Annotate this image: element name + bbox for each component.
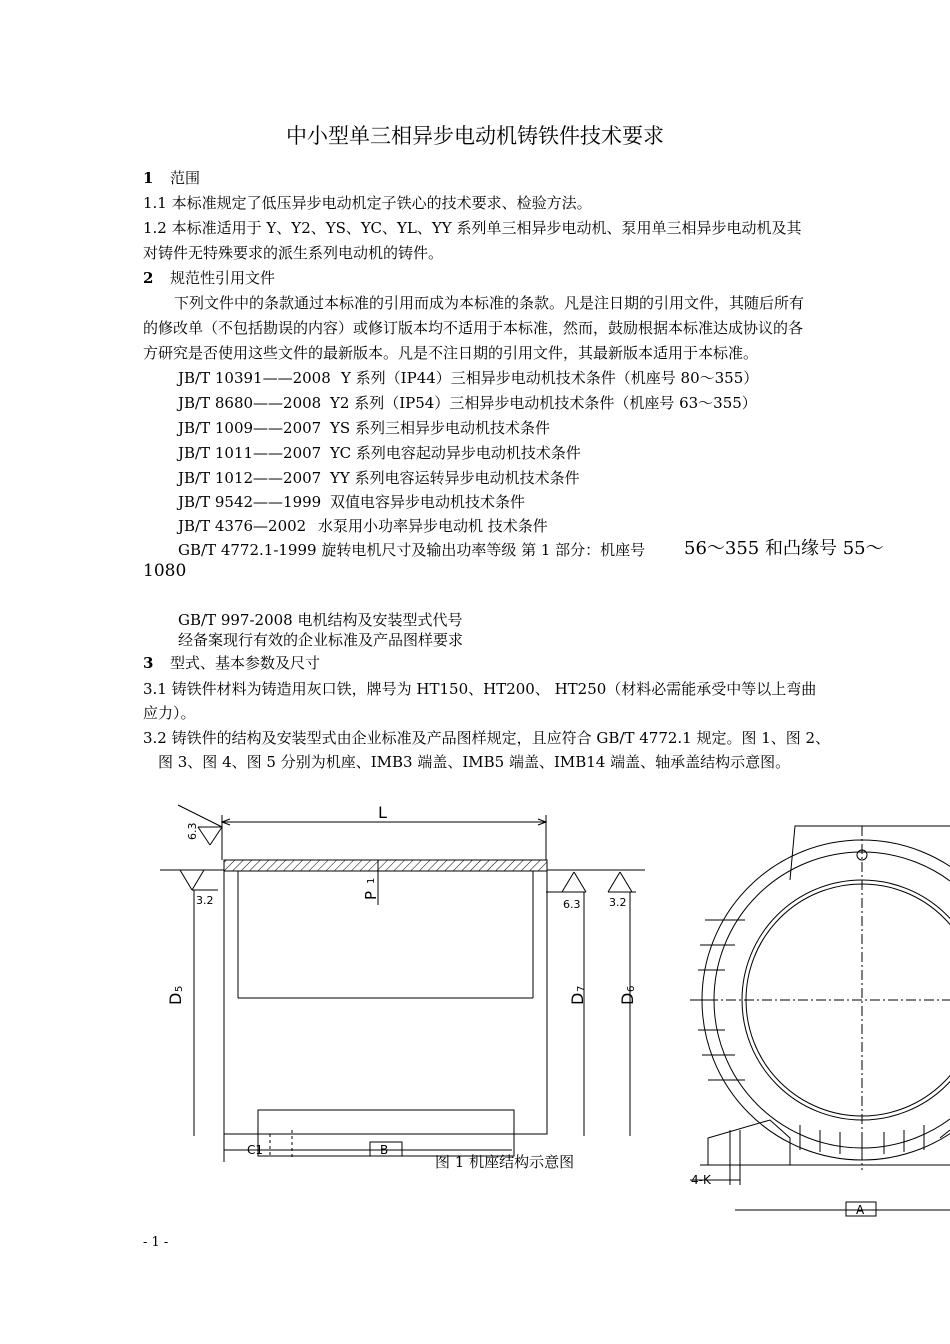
dim-label-P1-sub: 1 bbox=[366, 877, 377, 884]
dim-label-L: L bbox=[378, 803, 387, 822]
dim-label-D7: D bbox=[568, 992, 587, 1005]
page-number: - 1 - bbox=[143, 1235, 169, 1250]
paragraph-1-2-line-1: 1.2 本标准适用于 Y、Y2、YS、YC、YL、YY 系列单三相异步电动机、泵用单三相异步电动机及其 bbox=[143, 219, 802, 237]
dim-label-D5-sub: 5 bbox=[174, 985, 185, 992]
roughness-label: 3.2 bbox=[609, 896, 627, 909]
reference-item: JB/T 1011——2007 YC 系列电容起动异步电动机技术条件 bbox=[178, 444, 581, 462]
document-title: 中小型单三相异步电动机铸铁件技术要求 bbox=[286, 124, 664, 148]
reference-gb4772-line-1-end: 56～355 和凸缘号 55～ bbox=[684, 538, 884, 559]
dim-label-B: B bbox=[380, 1143, 389, 1157]
reference-item: JB/T 9542——1999 双值电容异步电动机技术条件 bbox=[178, 493, 526, 511]
paragraph-1-2-line-2: 对铸件无特殊要求的派生系列电动机的铸件。 bbox=[143, 244, 444, 262]
dim-label-D6: D bbox=[618, 992, 637, 1005]
reference-item: JB/T 1012——2007 YY 系列电容运转异步电动机技术条件 bbox=[178, 469, 580, 487]
reference-item: JB/T 10391——2008 Y 系列（IP44）三相异步电动机技术条件（机座号 80～355） bbox=[178, 369, 759, 387]
dim-label-D5: D bbox=[166, 992, 185, 1005]
paragraph-3-2-line-2: 图 3、图 4、图 5 分别为机座、IMB3 端盖、IMB5 端盖、IMB14 端盖、轴承盖结构示意图。 bbox=[158, 753, 791, 771]
roughness-label: 3.2 bbox=[196, 894, 214, 907]
dim-label-D6-sub: 6 bbox=[626, 985, 637, 992]
reference-item: JB/T 4376—2002 水泵用小功率异步电动机 技术条件 bbox=[178, 517, 548, 535]
section-1-heading: 范围 bbox=[170, 169, 201, 187]
dim-label-D7-sub: 7 bbox=[576, 985, 587, 992]
reference-gb4772-line-1: GB/T 4772.1-1999 旋转电机尺寸及输出功率等级 第 1 部分：机座号 bbox=[178, 541, 646, 559]
section-2-number: 2 bbox=[143, 269, 154, 287]
frame-side-view bbox=[160, 805, 645, 1162]
section-3-number: 3 bbox=[143, 654, 154, 672]
section-1-number: 1 bbox=[143, 169, 154, 187]
dim-label-C1: C1 bbox=[247, 1143, 264, 1157]
reference-enterprise: 经备案现行有效的企业标准及产品图样要求 bbox=[178, 631, 464, 649]
frame-front-view bbox=[690, 826, 950, 1216]
dim-label-K: 4-K bbox=[691, 1173, 711, 1187]
figure-caption: 图 1 机座结构示意图 bbox=[435, 1153, 575, 1171]
dim-label-A: A bbox=[856, 1203, 865, 1217]
section-2-heading: 规范性引用文件 bbox=[170, 269, 276, 287]
dim-label-P1: P bbox=[362, 890, 380, 900]
paragraph-2-intro-line-1: 下列文件中的条款通过本标准的引用而成为本标准的条款。凡是注日期的引用文件，其随后所有 bbox=[174, 294, 805, 312]
paragraph-1-1: 1.1 本标准规定了低压异步电动机定子铁心的技术要求、检验方法。 bbox=[143, 194, 592, 212]
reference-gb4772-line-2: 1080 bbox=[143, 561, 187, 581]
reference-gb997: GB/T 997-2008 电机结构及安装型式代号 bbox=[178, 611, 463, 629]
section-3-heading: 型式、基本参数及尺寸 bbox=[170, 654, 321, 672]
paragraph-3-2-line-1: 3.2 铸铁件的结构及安装型式由企业标准及产品图样规定，且应符合 GB/T 4772.1 规定。图 1、图 2、 bbox=[143, 729, 831, 747]
reference-item: JB/T 1009——2007 YS 系列三相异步电动机技术条件 bbox=[178, 419, 550, 437]
paragraph-3-1-line-1: 3.1 铸铁件材料为铸造用灰口铁，牌号为 HT150、HT200、 HT250（材料必需能承受中等以上弯曲 bbox=[143, 680, 817, 698]
paragraph-2-intro-line-3: 方研究是否使用这些文件的最新版本。凡是不注日期的引用文件，其最新版本适用于本标准。 bbox=[143, 344, 759, 362]
roughness-label: 6.3 bbox=[186, 822, 199, 840]
roughness-label: 6.3 bbox=[563, 898, 581, 911]
reference-item: JB/T 8680——2008 Y2 系列（IP54）三相异步电动机技术条件（机座号 63～355） bbox=[178, 394, 757, 412]
paragraph-2-intro-line-2: 的修改单（不包括勘误的内容）或修订版本均不适用于本标准，然而，鼓励根据本标准达成协议的各 bbox=[143, 319, 804, 337]
paragraph-3-1-line-2: 应力）。 bbox=[143, 704, 196, 722]
